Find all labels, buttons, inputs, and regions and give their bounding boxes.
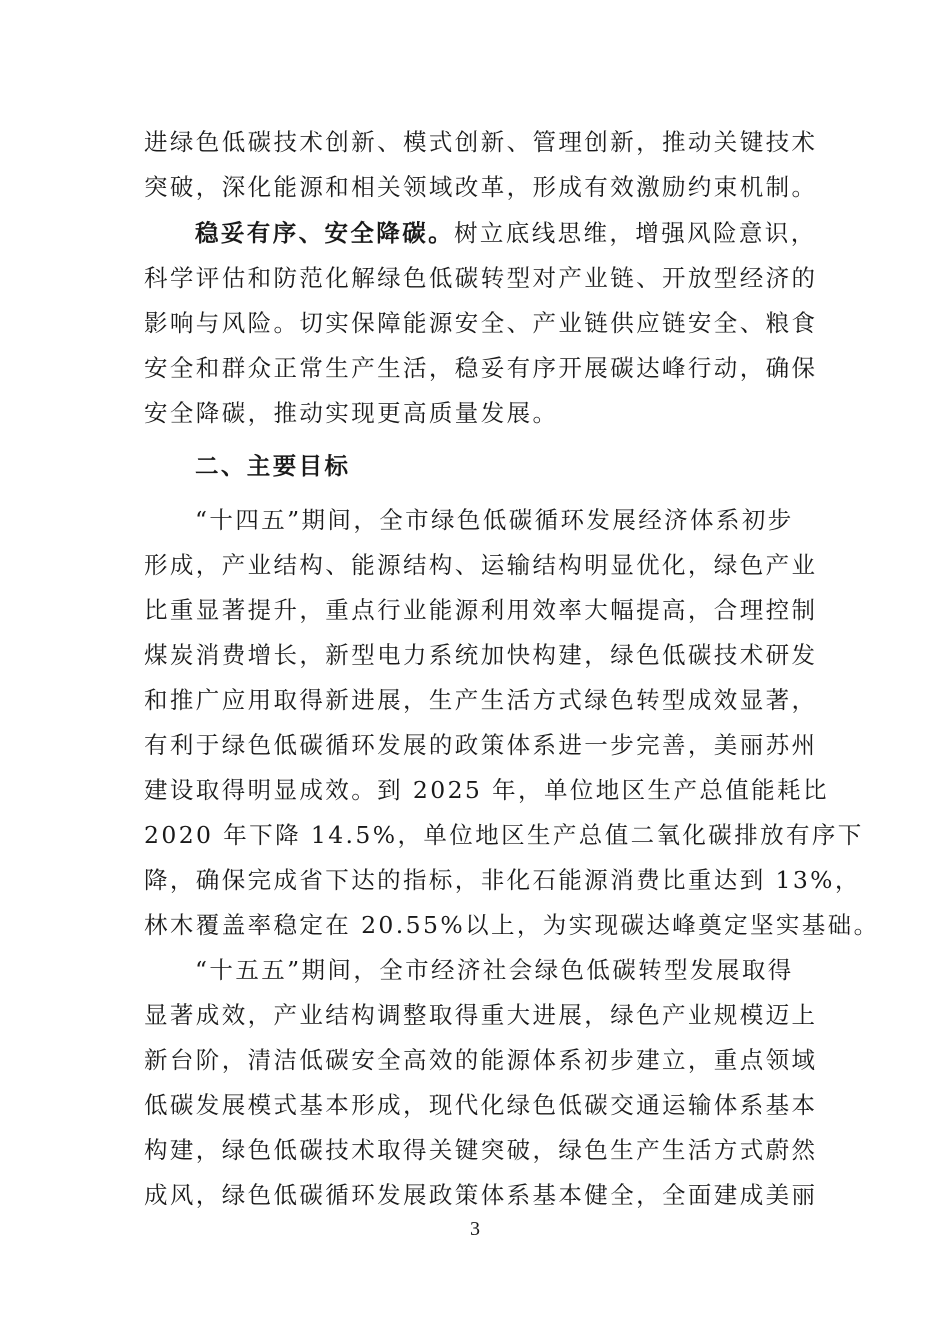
page-number: 3 — [470, 1218, 480, 1240]
paragraph-line: 安全和群众正常生产生活，稳妥有序开展碳达峰行动，确保 — [144, 354, 818, 382]
paragraph-line: 新台阶，清洁低碳安全高效的能源体系初步建立，重点领域 — [144, 1046, 818, 1074]
principle-lead: 稳妥有序、安全降碳。 — [195, 219, 454, 247]
paragraph-line: 突破，深化能源和相关领域改革，形成有效激励约束机制。 — [144, 173, 818, 201]
paragraph-line: 低碳发展模式基本形成，现代化绿色低碳交通运输体系基本 — [144, 1091, 818, 1119]
principle-first-line-rest: 树立底线思维，增强风险意识， — [454, 219, 817, 247]
paragraph-line: “十四五”期间，全市绿色低碳循环发展经济体系初步 — [195, 506, 794, 534]
paragraph-line: 构建，绿色低碳技术取得关键突破，绿色生产生活方式蔚然 — [144, 1136, 818, 1164]
paragraph-line: 成风，绿色低碳循环发展政策体系基本健全，全面建成美丽 — [144, 1181, 818, 1209]
paragraph-line: 林木覆盖率稳定在 20.55%以上，为实现碳达峰奠定坚实基础。 — [144, 911, 880, 939]
principle-first-line — [195, 218, 817, 248]
paragraph-line: 科学评估和防范化解绿色低碳转型对产业链、开放型经济的 — [144, 264, 818, 292]
paragraph-line: 比重显著提升，重点行业能源利用效率大幅提高，合理控制 — [144, 596, 818, 624]
paragraph-line: 和推广应用取得新进展，生产生活方式绿色转型成效显著， — [144, 686, 818, 714]
paragraph-line: 有利于绿色低碳循环发展的政策体系进一步完善，美丽苏州 — [144, 731, 818, 759]
paragraph-line: 建设取得明显成效。到 2025 年，单位地区生产总值能耗比 — [144, 776, 829, 804]
section-heading: 二、主要目标 — [195, 452, 351, 480]
paragraph-line: 降，确保完成省下达的指标，非化石能源消费比重达到 13%， — [144, 866, 861, 894]
paragraph-line: 影响与风险。切实保障能源安全、产业链供应链安全、粮食 — [144, 309, 818, 337]
paragraph-line: “十五五”期间，全市经济社会绿色低碳转型发展取得 — [195, 956, 794, 984]
paragraph-line: 安全降碳，推动实现更高质量发展。 — [144, 399, 559, 427]
paragraph-line: 形成，产业结构、能源结构、运输结构明显优化，绿色产业 — [144, 551, 818, 579]
paragraph-line: 进绿色低碳技术创新、模式创新、管理创新，推动关键技术 — [144, 128, 818, 156]
paragraph-line: 显著成效，产业结构调整取得重大进展，绿色产业规模迈上 — [144, 1001, 818, 1029]
paragraph-line: 2020 年下降 14.5%，单位地区生产总值二氧化碳排放有序下 — [144, 821, 864, 849]
paragraph-line: 煤炭消费增长，新型电力系统加快构建，绿色低碳技术研发 — [144, 641, 818, 669]
